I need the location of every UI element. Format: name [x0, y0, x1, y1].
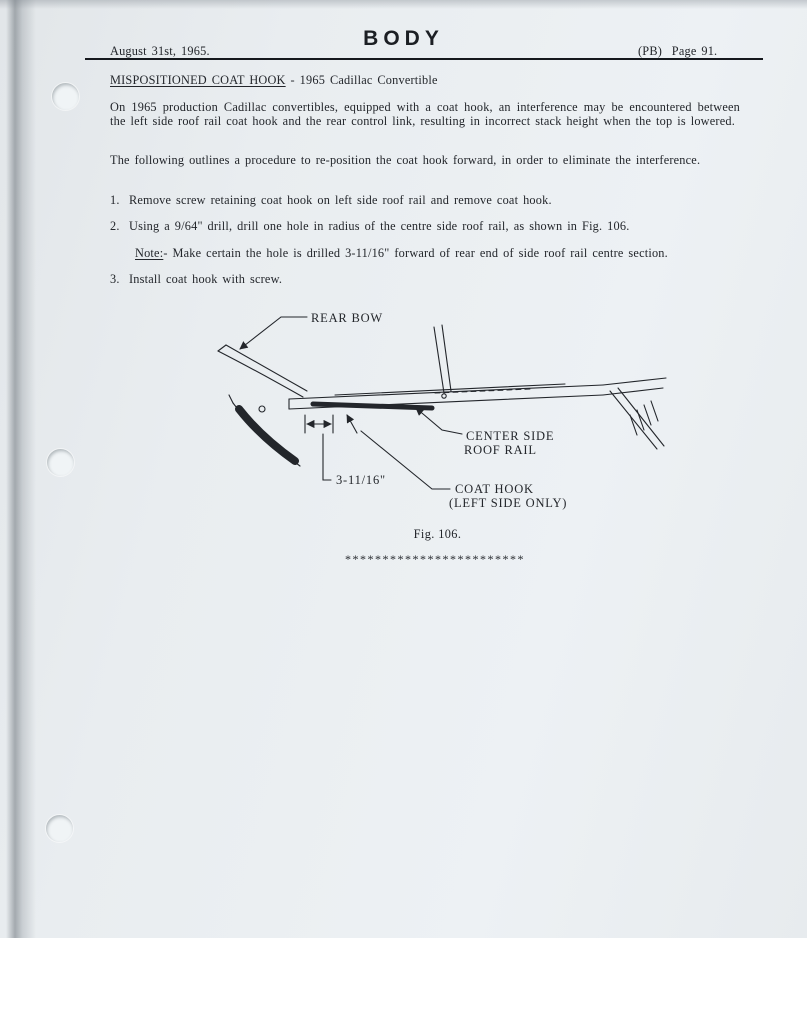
- step-2: [110, 219, 630, 233]
- step-3-text: Install coat hook with screw.: [129, 272, 283, 286]
- page-title: BODY: [363, 27, 444, 50]
- paragraph-procedure: The following outlines a procedure to re-position the coat hook forward, in order to eliminate the interference.: [110, 153, 701, 167]
- figure-caption: Fig. 106.: [413, 527, 462, 541]
- asterisk-divider: ************************: [345, 552, 525, 566]
- step-1: [110, 193, 552, 207]
- step-2-number: 2.: [110, 219, 120, 233]
- article-heading-suffix: - 1965 Cadillac Convertible: [285, 73, 438, 87]
- header-rule: [85, 58, 763, 60]
- article-heading-main: MISPOSITIONED COAT HOOK: [110, 73, 286, 87]
- figure-label-coat-hook: COAT HOOK: [455, 482, 534, 496]
- step-1-text: Remove screw retaining coat hook on left side roof rail and remove coat hook.: [129, 193, 552, 207]
- scan-top-shadow: [0, 0, 807, 9]
- paragraph-intro: On 1965 production Cadillac convertibles, equipped with a coat hook, an interference may be encountered between the left side roof rail coat hook and the rear control link, resulting in incorrect stack height when the top is lowered.: [110, 100, 740, 128]
- figure-label-roof-rail: ROOF RAIL: [464, 443, 537, 457]
- punch-hole: [52, 83, 79, 110]
- header-page-ref: (PB) Page 91.: [638, 44, 718, 58]
- figure-label-center-side: CENTER SIDE: [466, 429, 555, 443]
- note: [135, 246, 668, 260]
- punch-hole: [46, 815, 73, 842]
- header-date: August 31st, 1965.: [110, 44, 210, 58]
- figure-label-left-side-only: (LEFT SIDE ONLY): [449, 496, 568, 510]
- step-2-text: Using a 9/64" drill, drill one hole in radius of the centre side roof rail, as shown in Fig. 106.: [129, 219, 630, 233]
- step-1-number: 1.: [110, 193, 120, 207]
- note-label: Note:: [135, 246, 164, 260]
- scan-bottom-margin: [0, 938, 807, 1024]
- article-heading: [110, 73, 438, 87]
- punch-hole: [47, 449, 74, 476]
- step-3-number: 3.: [110, 272, 120, 286]
- scan-edge-shadow: [6, 0, 36, 938]
- step-3: [110, 272, 282, 286]
- figure-106: [185, 303, 690, 518]
- figure-label-rear-bow: REAR BOW: [311, 311, 384, 325]
- note-text: - Make certain the hole is drilled 3-11/16" forward of rear end of side roof rail centre section.: [163, 246, 668, 260]
- figure-label-dimension: 3-11/16": [336, 473, 386, 487]
- roof-rail-line-drawing: [185, 303, 690, 518]
